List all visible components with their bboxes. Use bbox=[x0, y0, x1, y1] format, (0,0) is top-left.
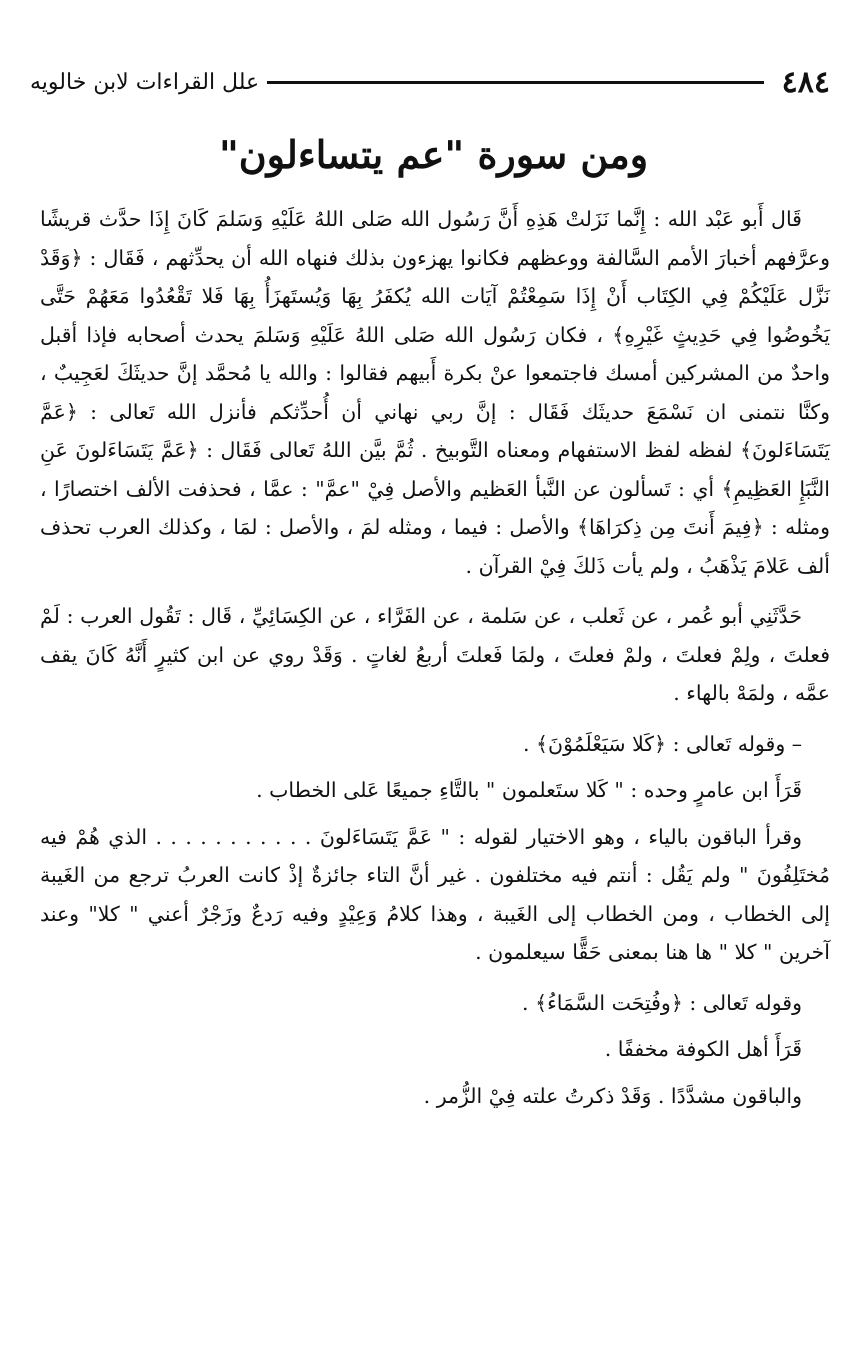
body-text bbox=[40, 200, 830, 1123]
paragraph-ibn-amir: قَرَأَ ابن عامرٍ وحده : " كَلا ستَعلمون " بالتَّاءِ جميعًا عَلى الخطاب . bbox=[256, 778, 802, 802]
paragraph-kufa: قَرَأَ أهل الكوفة مخففًا . bbox=[604, 1037, 802, 1061]
page-header bbox=[30, 62, 830, 102]
paragraph-zumar: والباقون مشدَّدًا . وَقَدْ ذكرتُ علته فِيْ الزُّمر . bbox=[423, 1083, 802, 1108]
verse-kalla: – وقوله تَعالى : ﴿كَلا سَيَعْلَمُوْنَ﴾ . bbox=[522, 731, 802, 756]
chapter-title: ومن سورة "عم يتساءلون" bbox=[218, 132, 649, 177]
header-rule bbox=[267, 81, 764, 84]
paragraph-intro: قَال أَبو عَبْد الله : إِنَّما نَزَلتْ هَذِهِ أَنَّ رَسُول الله صَلى اللهُ عَلَيْهِ وَسَلمَ كَانَ إِذَا حدَّث قريشًا وعرَّفهم أخبارَ الأمم السَّالفة ووعظهم فكانوا يهزءون بذلك فنهاه الله أن يحدِّثهم ، فَقَال : ﴿وَقَدْ نَزَّل عَلَيْكُمْ فِي الكِتَاب أَنْ إِذَا سَمِعْتُمْ آيَات الله يُكفَرُ بِهَا وَيُستَهزَأُ بِهَا فَلا تَقْعُدُوا مَعَهُمْ حَتَّى يَخُوضُوا فِي حَدِيثٍ غَيْرِهِ﴾ ، فكان رَسُول الله صَلى اللهُ عَلَيْهِ وَسَلمَ يحدث أصحابه فإذا أقبل واحدٌ من المشركين أمسك فاجتمعوا عنْ بكرة أَبيهم فقالوا : والله يا مُحمَّد إنَّ حديثَكَ لعَجِيبٌ ، وكنَّا نتمنى ان نَسْمَعَ حديثَك فَقَال : إنَّ ربي نهاني أن أُحدِّثكم فأنزل الله تَعالى : ﴿عَمَّ يَتَسَاءَلونَ﴾ لفظه لفظ الاستفهام ومعناه التَّوبيخ . ثُمَّ بيَّن اللهُ تَعالى فَقَال : ﴿عَمَّ يَتَسَاءَلونَ عَنِ النَّبَإِ العَظِيمِ﴾ أي : تَسألون عن النَّبأ العَظيم والأصل فِيْ "عمَّ" : عمَّا ، فحذفت الألف اختصارًا ، ومثله : ﴿فِيمَ أَنتَ مِن ذِكرَاهَا﴾ والأصل : فيما ، ومثله لمَ ، والأصل : لمَا ، وكذلك العرب تحذف ألف عَلامَ يَذْهَبُ ، ولم يأت ذَلكَ فِيْ القرآن . bbox=[40, 207, 830, 578]
page-number: ٤٨٤ bbox=[781, 64, 830, 100]
running-head: علل القراءات لابن خالويه bbox=[30, 69, 260, 95]
verse-futihat: وقوله تَعالى : ﴿وفُتِحَت السَّمَاءُ﴾ . bbox=[522, 990, 802, 1015]
paragraph-hadith: حَدَّثَنِي أبو عُمر ، عن ثَعلب ، عن سَلمة ، عن الفَرَّاء ، عن الكِسَائِيِّ ، قَال : تَقُول العرب : لَمْ فعلتَ ، ولِمْ فعلتَ ، ولمْ فعلتَ ، ولمَا فَعلتَ أربعُ لغاتٍ . وَقَدْ روي عن ابن كثيرٍ أَنَّهُ كَانَ يقف عمَّه ، ولمَهْ بالهاء . bbox=[40, 604, 830, 705]
paragraph-baqun: وقرأ الباقون بالياء ، وهو الاختيار لقوله : " عَمَّ يَتَسَاءَلونَ . . . . . . . . . . . الذي هُمْ فيه مُختَلِفُونَ " ولم يَقُل : أنتم فيه مختلفون . غير أنَّ التاء جائزةٌ إذْ كانت العربُ ترجع من الغَيبة إلى الخطاب ، ومن الخطاب إلى الغَيبة ، وهذا كلامُ وَعِيْدٍ وفيه رَدعٌ وزَجْرٌ أعني " كلا" وعند آخرين " كلا " ها هنا بمعنى حَقًّا سيعلمون . bbox=[40, 824, 830, 964]
